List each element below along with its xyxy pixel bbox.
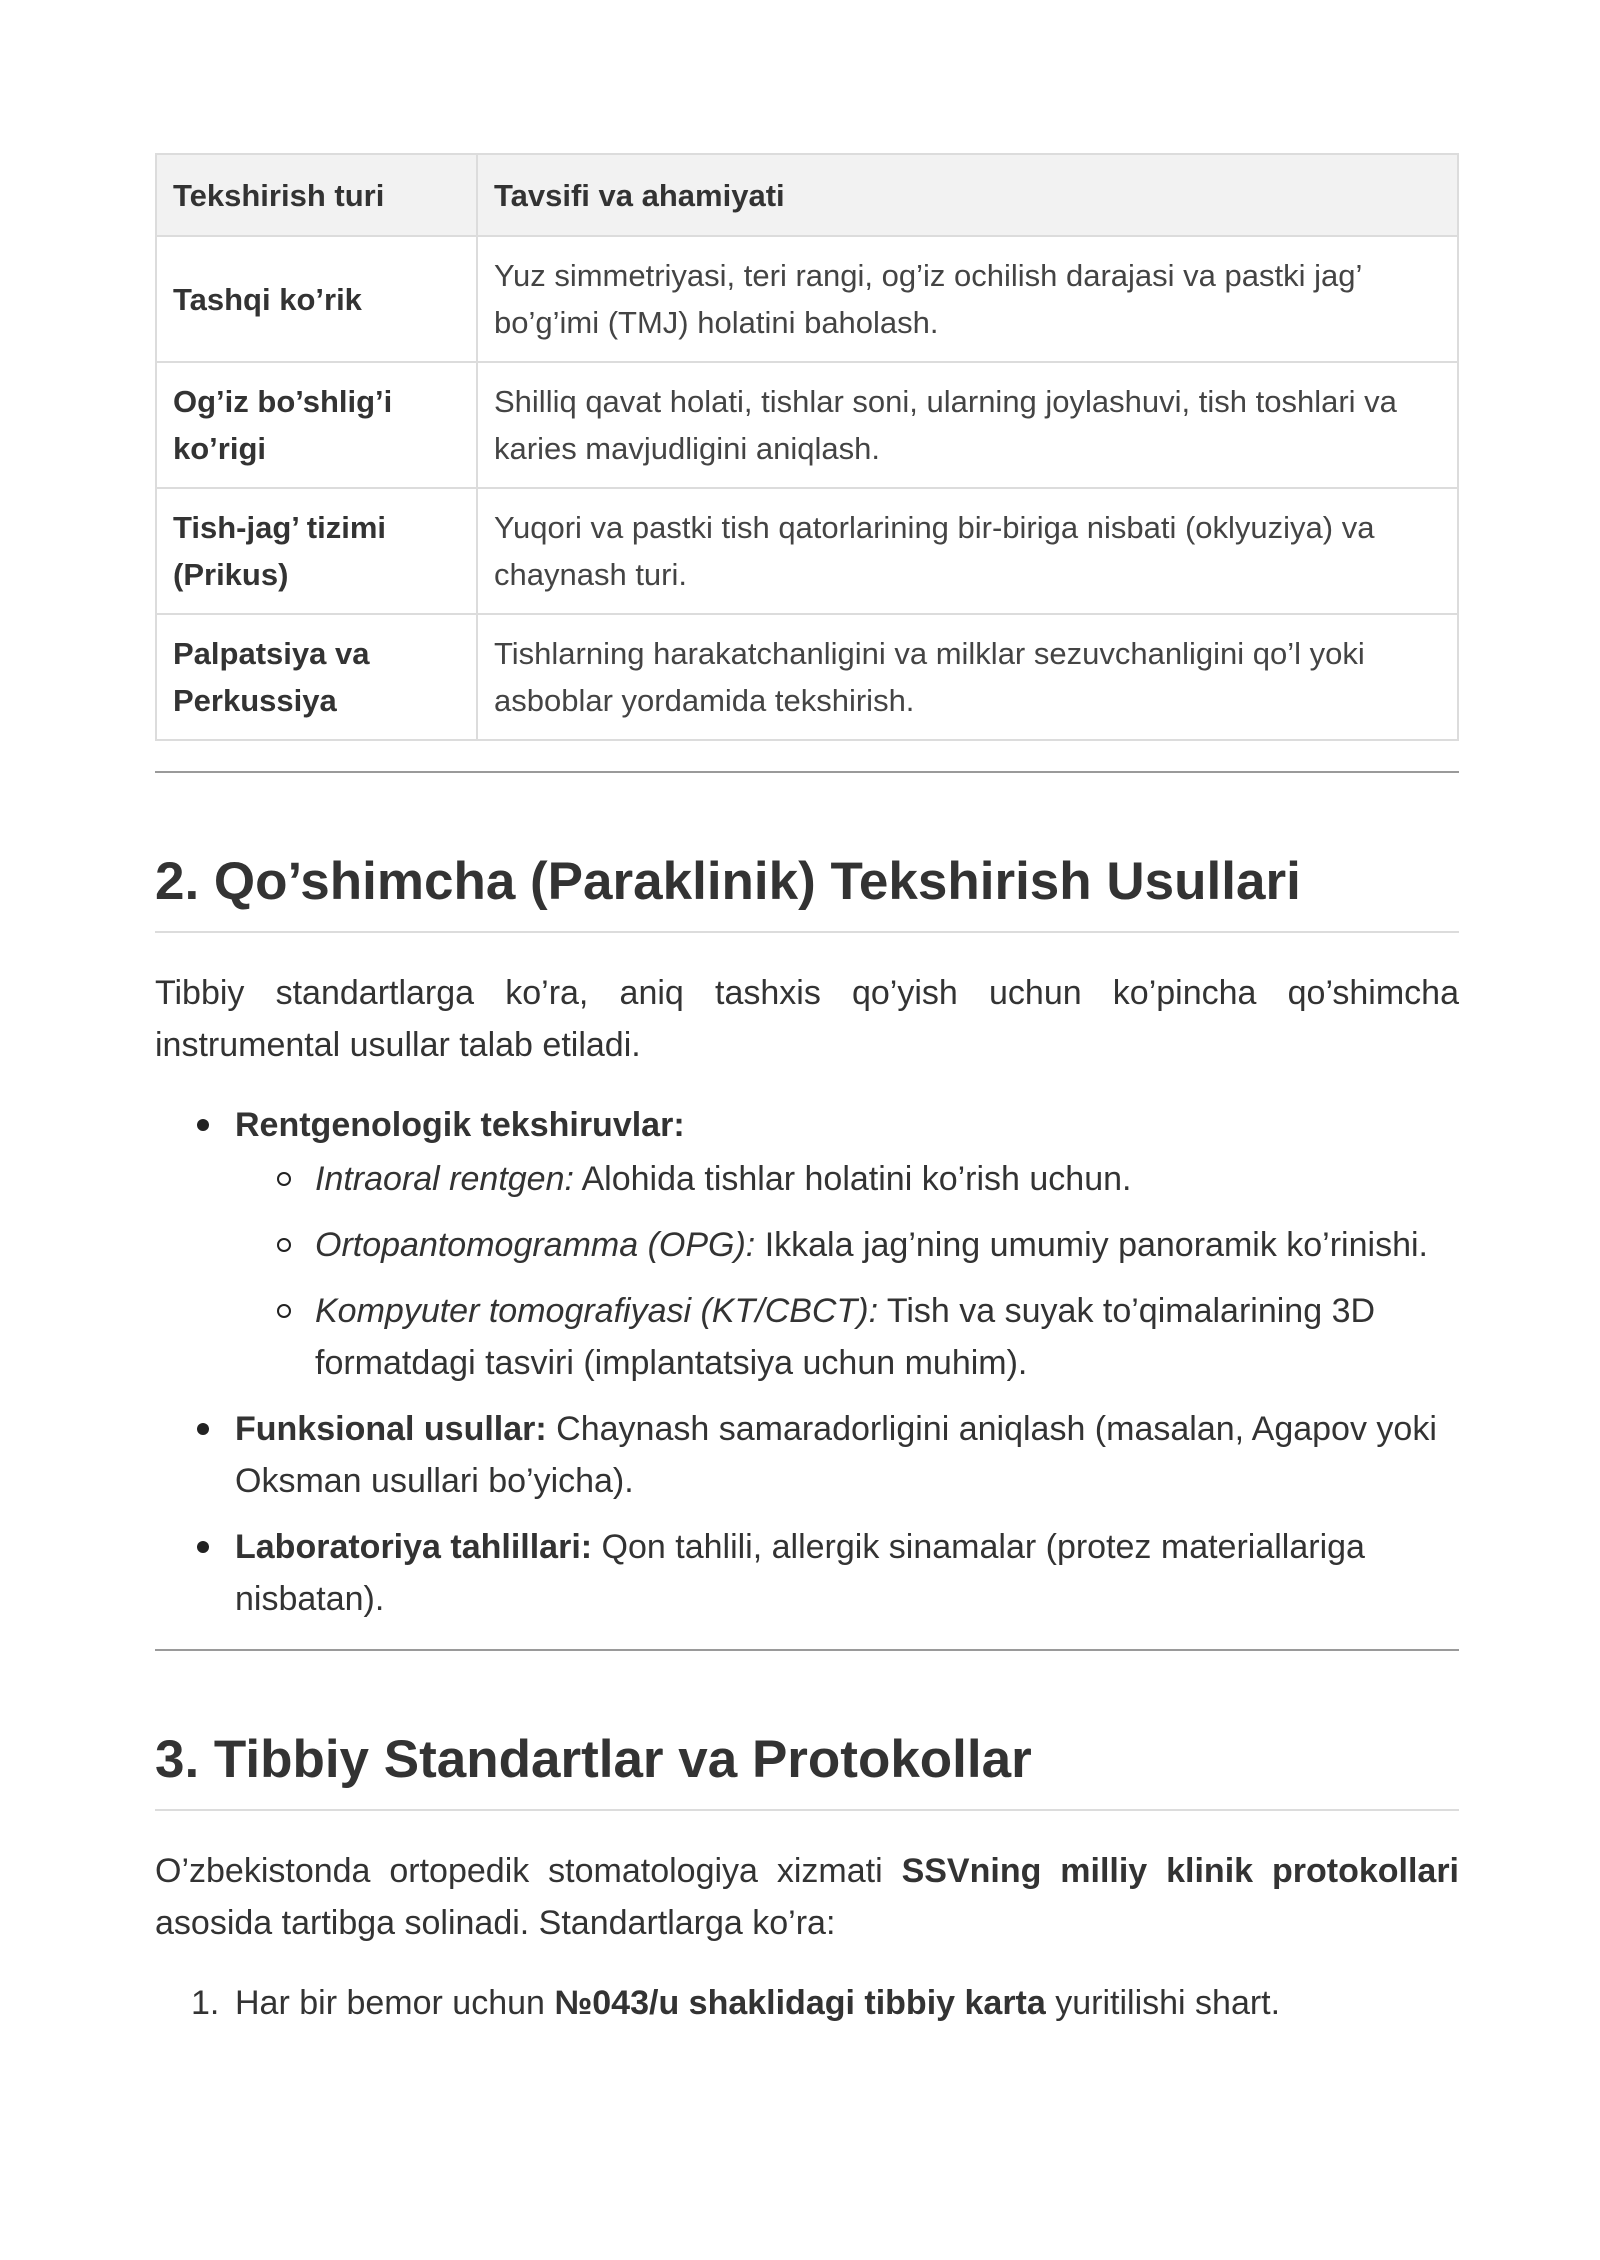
paragraph-text: O’zbekistonda ortopedik stomatologiya xizmati [155, 1852, 902, 1890]
list-item-label: Rentgenologik tekshiruvlar: [235, 1106, 685, 1144]
table-cell-type: Tish-jag’ tizimi (Prikus) [156, 488, 477, 614]
sublist-item-text: Ikkala jag’ning umumiy panoramik ko’rinishi. [755, 1226, 1428, 1264]
list-item-text: Har bir bemor uchun [235, 1984, 555, 2022]
sublist-item-label: Ortopantomogramma (OPG): [315, 1226, 756, 1264]
document-page [155, 153, 1459, 2029]
sublist-item [315, 1219, 1459, 1271]
table-cell-type: Tashqi ko’rik [156, 236, 477, 362]
list-item-text: Qon tahlili, allergik sinamalar (protez materiallariga nisbatan). [235, 1528, 1365, 1618]
sublist-item [315, 1153, 1459, 1205]
sublist-item [315, 1285, 1459, 1389]
standards-intro-paragraph [155, 1845, 1459, 1949]
table-cell-type: Og’iz bo’shlig’i ko’rigi [156, 362, 477, 488]
sublist-item-label: Kompyuter tomografiyasi (KT/CBCT): [315, 1292, 879, 1330]
section-divider [155, 771, 1459, 773]
table-cell-type: Palpatsiya va Perkussiya [156, 614, 477, 740]
table-row [156, 488, 1458, 614]
bullet-disc-icon [197, 1119, 209, 1131]
sublist-item-text: Alohida tishlar holatini ko’rish uchun. [573, 1160, 1132, 1198]
examination-table [155, 153, 1459, 741]
list-item-label: Funksional usullar: [235, 1410, 547, 1448]
bullet-circle-icon [277, 1238, 291, 1252]
list-item-text: yuritilishi shart. [1045, 1984, 1281, 2022]
section-heading-paraclinical: 2. Qo’shimcha (Paraklinik) Tekshirish Usullari [155, 847, 1459, 933]
list-item-laboratory [235, 1521, 1459, 1625]
table-header-description: Tavsifi va ahamiyati [477, 154, 1458, 236]
sublist-item-label: Intraoral rentgen: [315, 1160, 574, 1198]
list-item-radiology [235, 1099, 1459, 1389]
table-cell-description: Yuqori va pastki tish qatorlarining bir-biriga nisbati (oklyuziya) va chaynash turi. [477, 488, 1458, 614]
table-cell-description: Yuz simmetriyasi, teri rangi, og’iz ochilish darajasi va pastki jag’ bo’g’imi (TMJ) holatini baholash. [477, 236, 1458, 362]
paragraph-text: asosida tartibga solinadi. Standartlarga ko’ra: [155, 1904, 836, 1942]
paraclinical-methods-list [155, 1099, 1459, 1625]
table-header-row [156, 154, 1458, 236]
radiology-sublist [235, 1153, 1459, 1389]
list-item-label: Laboratoriya tahlillari: [235, 1528, 593, 1566]
list-item-functional [235, 1403, 1459, 1507]
list-item-bold-text: №043/u shaklidagi tibbiy karta [554, 1984, 1046, 2022]
list-number: 1. [191, 1984, 220, 2022]
table-row [156, 362, 1458, 488]
section-divider [155, 1649, 1459, 1651]
table-header-type: Tekshirish turi [156, 154, 477, 236]
section-heading-standards: 3. Tibbiy Standartlar va Protokollar [155, 1725, 1459, 1811]
bullet-circle-icon [277, 1172, 291, 1186]
table-row [156, 236, 1458, 362]
list-item-text: Chaynash samaradorligini aniqlash (masalan, Agapov yoki Oksman usullari bo’yicha). [235, 1410, 1437, 1500]
numbered-list-item [191, 1977, 1459, 2029]
bullet-disc-icon [197, 1423, 209, 1435]
table-cell-description: Tishlarning harakatchanligini va milklar sezuvchanligini qo’l yoki asboblar yordamida tekshirish. [477, 614, 1458, 740]
table-row [156, 614, 1458, 740]
bullet-disc-icon [197, 1541, 209, 1553]
standards-numbered-list [155, 1977, 1459, 2029]
bullet-circle-icon [277, 1304, 291, 1318]
paragraph-bold-text: SSVning milliy klinik protokollari [901, 1852, 1459, 1890]
table-cell-description: Shilliq qavat holati, tishlar soni, ularning joylashuvi, tish toshlari va karies mavjudligini aniqlash. [477, 362, 1458, 488]
sublist-item-text: Tish va suyak to’qimalarining 3D formatdagi tasviri (implantatsiya uchun muhim). [315, 1292, 1376, 1382]
section-intro-paragraph: Tibbiy standartlarga ko’ra, aniq tashxis qo’yish uchun ko’pincha qo’shimcha instrumental usullar talab etiladi. [155, 974, 1459, 1064]
